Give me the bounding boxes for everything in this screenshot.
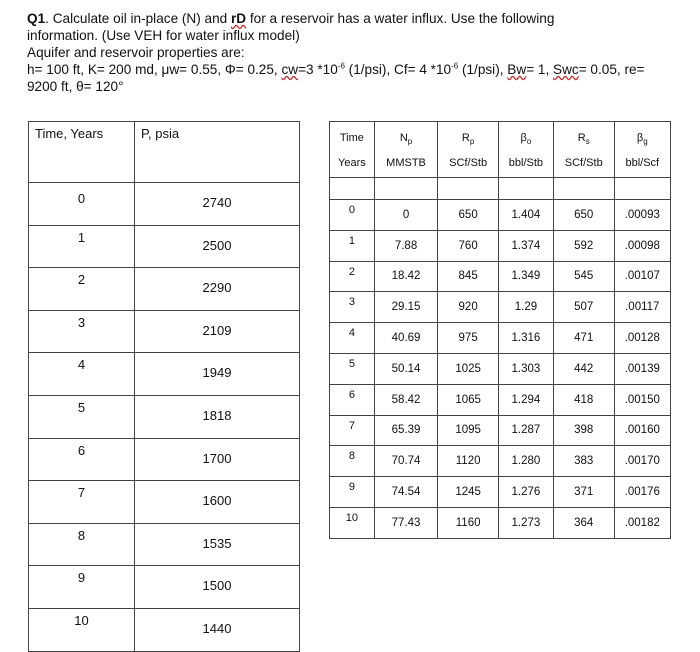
table-row (29, 566, 300, 609)
time-cell: 0 (29, 183, 135, 226)
empty-cell (614, 178, 670, 200)
np-cell: 0 (374, 200, 438, 231)
header-symbol-main: R (577, 132, 586, 144)
rs-cell: 364 (553, 507, 614, 538)
question-line-2: information. (Use VEH for water influx model) (27, 28, 300, 43)
rp-cell: 1120 (438, 446, 499, 477)
header-np (374, 122, 438, 178)
rp-cell: 1095 (438, 415, 499, 446)
time-cell: 8 (330, 446, 375, 477)
pressure-cell: 1700 (135, 438, 300, 481)
pressure-cell: 1949 (135, 353, 300, 396)
header-unit: SCf/Stb (564, 157, 603, 169)
header-subscript: p (469, 137, 475, 147)
rp-cell: 1065 (438, 384, 499, 415)
table-row (29, 608, 300, 651)
bg-cell: .00150 (614, 384, 670, 415)
pressure-cell: 2500 (135, 225, 300, 268)
time-cell: 10 (330, 507, 375, 538)
np-cell: 40.69 (374, 323, 438, 354)
rs-cell: 371 (553, 477, 614, 508)
rp-cell: 1025 (438, 353, 499, 384)
header-time-years: Time, Years (29, 122, 135, 183)
bo-cell: 1.303 (498, 353, 553, 384)
rp-cell: 920 (438, 292, 499, 323)
bo-cell: 1.280 (498, 446, 553, 477)
table-row (330, 200, 671, 231)
time-cell: 7 (330, 415, 375, 446)
time-cell: 9 (29, 566, 135, 609)
np-cell: 65.39 (374, 415, 438, 446)
question-line-5: 9200 ft, θ= 120° (27, 79, 124, 94)
header-symbol-main: N (399, 132, 408, 144)
table-row (29, 395, 300, 438)
time-cell: 4 (330, 323, 375, 354)
time-cell: 5 (29, 395, 135, 438)
bo-cell: 1.276 (498, 477, 553, 508)
header-rs (553, 122, 614, 178)
header-symbol (330, 126, 374, 151)
table-row (330, 446, 671, 477)
header-symbol-main: β (636, 132, 644, 144)
time-cell: 1 (29, 225, 135, 268)
table-row (330, 353, 671, 384)
exponent: -6 (451, 61, 459, 71)
bo-cell: 1.404 (498, 200, 553, 231)
table-row (29, 523, 300, 566)
time-cell: 1 (330, 230, 375, 261)
bg-cell: .00093 (614, 200, 670, 231)
question-text-part: (1/psi), Cf= 4 *10 (344, 62, 452, 77)
bg-cell: .00160 (614, 415, 670, 446)
rp-cell: 1245 (438, 477, 499, 508)
time-cell: 2 (330, 261, 375, 292)
header-symbol (499, 126, 553, 151)
header-unit: bbl/Stb (508, 157, 544, 169)
np-cell: 70.74 (374, 446, 438, 477)
bg-cell: .00176 (614, 477, 670, 508)
table-row (330, 384, 671, 415)
header-bo (498, 122, 553, 178)
bg-cell: .00139 (614, 353, 670, 384)
time-cell: 2 (29, 268, 135, 311)
table-row (330, 323, 671, 354)
header-symbol-main: Time (339, 132, 364, 144)
time-cell: 0 (330, 200, 375, 231)
time-cell: 6 (330, 384, 375, 415)
header-time (330, 122, 375, 178)
bo-cell: 1.273 (498, 507, 553, 538)
pressure-cell: 1440 (135, 608, 300, 651)
rs-cell: 507 (553, 292, 614, 323)
table-row (330, 261, 671, 292)
pressure-table (28, 121, 300, 652)
bo-cell: 1.294 (498, 384, 553, 415)
time-cell: 3 (330, 292, 375, 323)
rs-cell: 442 (553, 353, 614, 384)
question-text (27, 10, 677, 95)
bo-cell: 1.29 (498, 292, 553, 323)
rs-cell: 545 (553, 261, 614, 292)
table-row (330, 507, 671, 538)
table-row (29, 268, 300, 311)
header-symbol-main: R (461, 132, 470, 144)
table-row (29, 183, 300, 226)
time-cell: 6 (29, 438, 135, 481)
rs-cell: 592 (553, 230, 614, 261)
table-row (29, 353, 300, 396)
rs-cell: 383 (553, 446, 614, 477)
header-symbol (375, 126, 438, 151)
bo-cell: 1.287 (498, 415, 553, 446)
time-cell: 9 (330, 477, 375, 508)
pressure-cell: 1500 (135, 566, 300, 609)
np-cell: 58.42 (374, 384, 438, 415)
question-line-4 (27, 61, 677, 78)
rs-cell: 418 (553, 384, 614, 415)
question-text-part: for a reservoir has a water influx. Use the following (246, 11, 555, 26)
header-pressure: P, psia (135, 122, 300, 183)
header-subscript: g (643, 137, 648, 147)
time-cell: 4 (29, 353, 135, 396)
bw-term: Bw (507, 62, 527, 77)
exponent: -6 (337, 61, 345, 71)
swc-term: Swc (553, 62, 579, 77)
np-cell: 77.43 (374, 507, 438, 538)
question-line-3: Aquifer and reservoir properties are: (27, 45, 245, 60)
cw-term: cw (281, 62, 299, 77)
pressure-cell: 1818 (135, 395, 300, 438)
header-unit: SCf/Stb (449, 157, 488, 169)
question-line-1 (27, 10, 677, 27)
header-subscript: s (585, 137, 590, 147)
question-text-part: . Calculate oil in-place (N) and (45, 11, 232, 26)
np-cell: 74.54 (374, 477, 438, 508)
pvt-table (329, 121, 671, 539)
rs-cell: 398 (553, 415, 614, 446)
bg-cell: .00098 (614, 230, 670, 261)
spacer-row (330, 178, 671, 200)
np-cell: 7.88 (374, 230, 438, 261)
header-subscript: p (407, 137, 413, 147)
header-unit: MMSTB (386, 157, 426, 169)
np-cell: 18.42 (374, 261, 438, 292)
rp-cell: 760 (438, 230, 499, 261)
rp-cell: 650 (438, 200, 499, 231)
pressure-cell: 1600 (135, 481, 300, 524)
time-cell: 8 (29, 523, 135, 566)
bg-cell: .00128 (614, 323, 670, 354)
question-number: Q1 (27, 11, 46, 26)
pressure-cell: 2109 (135, 310, 300, 353)
bo-cell: 1.316 (498, 323, 553, 354)
question-text-part: = 1, (526, 62, 554, 77)
header-symbol (615, 126, 670, 151)
bo-cell: 1.349 (498, 261, 553, 292)
empty-cell (374, 178, 438, 200)
table-row (330, 292, 671, 323)
pressure-cell: 2740 (135, 183, 300, 226)
pressure-cell: 2290 (135, 268, 300, 311)
empty-cell (438, 178, 499, 200)
rd-term: rD (231, 11, 247, 26)
time-cell: 3 (29, 310, 135, 353)
table-row (330, 415, 671, 446)
question-text-part: (1/psi), (458, 62, 508, 77)
question-text-part: =3 *10 (298, 62, 338, 77)
bg-cell: .00107 (614, 261, 670, 292)
table-row (29, 438, 300, 481)
empty-cell (553, 178, 614, 200)
rp-cell: 1160 (438, 507, 499, 538)
rs-cell: 471 (553, 323, 614, 354)
time-cell: 7 (29, 481, 135, 524)
header-rp (438, 122, 499, 178)
rp-cell: 975 (438, 323, 499, 354)
empty-cell (498, 178, 553, 200)
bg-cell: .00182 (614, 507, 670, 538)
np-cell: 50.14 (374, 353, 438, 384)
bg-cell: .00117 (614, 292, 670, 323)
table-row (29, 481, 300, 524)
table-row (29, 225, 300, 268)
header-symbol (438, 126, 498, 151)
np-cell: 29.15 (374, 292, 438, 323)
header-symbol-main: β (520, 132, 527, 144)
question-text-part: h= 100 ft, K= 200 md, μw= 0.55, Φ= 0.25, (27, 62, 282, 77)
header-bg (614, 122, 670, 178)
bg-cell: .00170 (614, 446, 670, 477)
table-row (330, 230, 671, 261)
pressure-cell: 1535 (135, 523, 300, 566)
table-row (29, 310, 300, 353)
rp-cell: 845 (438, 261, 499, 292)
header-subscript: o (526, 137, 532, 147)
table-row (330, 477, 671, 508)
header-unit: Years (338, 157, 366, 169)
header-unit: bbl/Scf (625, 157, 660, 169)
empty-cell (330, 178, 375, 200)
bo-cell: 1.374 (498, 230, 553, 261)
time-cell: 5 (330, 353, 375, 384)
time-cell: 10 (29, 608, 135, 651)
question-text-part: = 0.05, re= (578, 62, 645, 77)
rs-cell: 650 (553, 200, 614, 231)
header-symbol (554, 126, 614, 151)
